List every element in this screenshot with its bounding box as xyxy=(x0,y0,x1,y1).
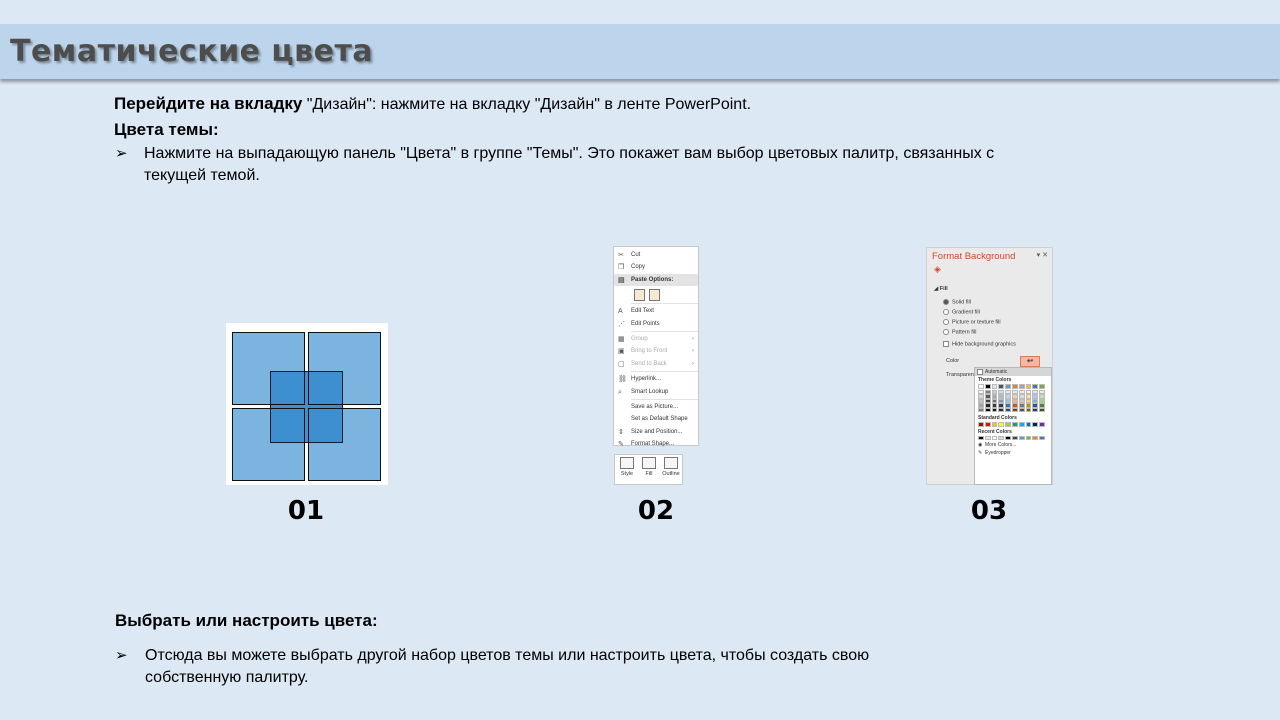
radio-selected-icon xyxy=(943,299,949,305)
shape-outline-tr xyxy=(308,332,381,405)
color-swatch[interactable] xyxy=(1039,422,1045,427)
more-colors-label: More Colors... xyxy=(985,442,1017,448)
eyedropper-icon: ✎ xyxy=(978,450,983,456)
color-swatch[interactable] xyxy=(1026,436,1032,441)
theme-shade-row xyxy=(975,408,1051,413)
menu-item-label: Size and Position... xyxy=(631,428,683,435)
color-swatch[interactable] xyxy=(998,384,1004,389)
color-swatch[interactable] xyxy=(1019,408,1025,413)
color-swatch[interactable] xyxy=(992,436,998,441)
intro-rest: "Дизайн": нажмите на вкладку "Дизайн" в ленте PowerPoint. xyxy=(302,96,752,113)
color-swatch[interactable] xyxy=(992,422,998,427)
shape-outline-br xyxy=(308,408,381,481)
slide-title: Тематические цвета xyxy=(10,34,374,69)
color-wheel-icon: ◉ xyxy=(978,442,983,448)
color-swatch[interactable] xyxy=(1005,422,1011,427)
eyedropper-option[interactable] xyxy=(975,449,1051,457)
transparency-label: Transparen xyxy=(946,372,974,378)
mini-outline-button[interactable] xyxy=(660,457,682,477)
edit-text-icon: A xyxy=(618,308,623,316)
color-swatch[interactable] xyxy=(978,436,984,441)
menu-item-label: Group xyxy=(631,335,648,342)
intro-bold: Перейдите на вкладку xyxy=(114,94,303,113)
picture-fill-option[interactable] xyxy=(943,319,1001,325)
format-background-pane xyxy=(926,247,1053,485)
size-icon: ⇕ xyxy=(618,428,624,436)
color-palette-dropdown xyxy=(974,367,1052,485)
color-swatch[interactable] xyxy=(992,384,998,389)
color-swatch[interactable] xyxy=(1026,384,1032,389)
edit-points-icon: ⋰ xyxy=(618,320,625,328)
automatic-swatch-icon xyxy=(977,369,983,375)
standard-colors-heading: Standard Colors xyxy=(978,415,1017,421)
color-swatch[interactable] xyxy=(978,408,984,413)
more-colors-option[interactable] xyxy=(975,441,1051,449)
color-swatch[interactable] xyxy=(1032,408,1038,413)
menu-item-bring-to-front[interactable] xyxy=(614,345,698,357)
menu-item-edit-text[interactable] xyxy=(614,305,698,317)
menu-item-label: Paste Options: xyxy=(631,276,674,283)
color-swatch[interactable] xyxy=(1012,422,1018,427)
color-swatch[interactable] xyxy=(1005,408,1011,413)
radio-icon xyxy=(943,319,949,325)
submenu-arrow-icon: › xyxy=(692,335,694,342)
fill-section-header[interactable]: ◢ Fill xyxy=(934,286,948,292)
menu-item-paste-options xyxy=(614,274,698,286)
menu-item-label: Save as Picture... xyxy=(631,403,679,410)
option-label: Picture or texture fill xyxy=(952,319,1001,326)
choose-colors-heading: Выбрать или настроить цвета: xyxy=(115,611,378,630)
mini-outline-label: Outline xyxy=(662,471,680,477)
figure-label-03: 03 xyxy=(970,496,1008,526)
bullet-1-text: Нажмите на выпадающую панель "Цвета" в группе "Темы". Это покажет вам выбор цветовых палитр, связанных с текущей темой. xyxy=(144,145,995,184)
recent-colors-heading: Recent Colors xyxy=(978,428,1012,435)
paste-options-row xyxy=(614,286,698,302)
theme-colors-heading: Theme Colors xyxy=(978,377,1012,383)
color-swatch[interactable] xyxy=(985,422,991,427)
fill-bucket-icon xyxy=(642,457,656,469)
radio-icon xyxy=(943,309,949,315)
figure-label-01: 01 xyxy=(287,496,325,526)
option-label: Hide background graphics xyxy=(952,341,1016,348)
color-swatch[interactable] xyxy=(1019,422,1025,427)
radio-icon xyxy=(943,329,949,335)
automatic-color-option[interactable] xyxy=(975,368,1051,376)
pane-controls-icon[interactable]: ▾ ✕ xyxy=(1036,252,1048,259)
color-swatch[interactable] xyxy=(1039,384,1045,389)
fill-bucket-icon[interactable]: ◈ xyxy=(934,264,941,274)
shape-outline-tl xyxy=(232,332,305,405)
standard-colors-row xyxy=(975,422,1051,427)
style-icon xyxy=(620,457,634,469)
menu-separator xyxy=(631,331,698,332)
color-swatch[interactable] xyxy=(985,436,991,441)
hide-background-graphics-checkbox[interactable] xyxy=(943,341,1016,347)
color-label: Color xyxy=(946,358,960,364)
menu-item-edit-points[interactable] xyxy=(614,318,698,330)
pattern-fill-option[interactable] xyxy=(943,329,976,335)
color-swatch[interactable] xyxy=(998,408,1004,413)
menu-item-label: Edit Points xyxy=(631,320,660,327)
menu-item-label: Send to Back xyxy=(631,360,667,367)
color-swatch[interactable] xyxy=(985,384,991,389)
outline-pen-icon xyxy=(664,457,678,469)
menu-item-label: Bring to Front xyxy=(631,348,668,355)
option-label: Gradient fill xyxy=(952,309,980,316)
shapes-figure xyxy=(226,323,388,485)
menu-item-set-default-shape[interactable] xyxy=(614,413,698,425)
color-swatch[interactable] xyxy=(1012,384,1018,389)
color-swatch[interactable] xyxy=(1032,422,1038,427)
bullet-2 xyxy=(115,645,915,689)
color-swatch[interactable] xyxy=(1005,384,1011,389)
scissors-icon: ✂ xyxy=(618,252,624,259)
color-swatch[interactable] xyxy=(978,422,984,427)
mini-toolbar xyxy=(614,454,683,485)
bullet-1 xyxy=(115,143,1065,187)
theme-shades-grid xyxy=(975,390,1051,413)
intro-line xyxy=(114,93,751,116)
color-swatch[interactable] xyxy=(1032,436,1038,441)
recent-colors-row xyxy=(975,436,1051,441)
mini-fill-label: Fill xyxy=(645,471,653,477)
automatic-label: Automatic xyxy=(985,369,1008,375)
color-swatch[interactable] xyxy=(998,422,1004,427)
figure-label-02: 02 xyxy=(637,496,675,526)
color-swatch[interactable] xyxy=(985,408,991,413)
menu-item-group[interactable] xyxy=(614,333,698,345)
solid-fill-option[interactable] xyxy=(943,299,971,305)
color-swatch[interactable] xyxy=(1039,436,1045,441)
color-swatch[interactable] xyxy=(992,408,998,413)
bring-front-icon: ▣ xyxy=(618,348,625,356)
menu-item-label: Set as Default Shape xyxy=(631,416,688,423)
bullet-2-text: Отсюда вы можете выбрать другой набор цветов темы или настроить цвета, чтобы создать свою собственную палитру. xyxy=(145,647,870,686)
bullet-arrow-icon: ➢ xyxy=(115,145,128,162)
color-swatch[interactable] xyxy=(1012,436,1018,441)
menu-separator xyxy=(631,371,698,372)
checkbox-icon xyxy=(943,341,949,347)
menu-item-label: Copy xyxy=(631,264,646,271)
color-swatch[interactable] xyxy=(1032,384,1038,389)
menu-item-size-position[interactable] xyxy=(614,426,698,438)
theme-colors-row xyxy=(975,384,1051,389)
theme-colors-heading: Цвета темы: xyxy=(114,120,219,139)
color-swatch[interactable] xyxy=(1026,408,1032,413)
menu-separator xyxy=(631,303,698,304)
format-icon: ✎ xyxy=(618,441,624,449)
menu-item-label: Cut xyxy=(631,252,641,258)
context-menu xyxy=(613,246,699,449)
eyedropper-label: Eyedropper xyxy=(985,450,1011,456)
submenu-arrow-icon: › xyxy=(692,348,694,355)
color-swatch[interactable] xyxy=(1039,408,1045,413)
menu-item-label: Smart Lookup xyxy=(631,388,669,395)
menu-separator xyxy=(631,399,698,400)
option-label: Pattern fill xyxy=(952,329,977,336)
menu-item-smart-lookup[interactable] xyxy=(614,386,698,398)
format-background-title: Format Background xyxy=(932,251,1016,262)
menu-item-save-as-picture[interactable] xyxy=(614,401,698,413)
mini-style-label: Style xyxy=(620,471,634,477)
shape-outline-bl xyxy=(232,408,305,481)
group-icon: ▦ xyxy=(618,335,625,343)
menu-item-cut[interactable] xyxy=(614,249,698,261)
menu-item-label: Hyperlink... xyxy=(631,376,662,383)
mini-style-button[interactable] xyxy=(616,457,638,477)
search-icon: ⌕ xyxy=(618,388,622,396)
paste-picture-icon[interactable] xyxy=(649,289,660,301)
color-swatch[interactable] xyxy=(1005,436,1011,441)
slide-title-bar xyxy=(0,24,1280,79)
mini-fill-button[interactable] xyxy=(638,457,660,477)
hyperlink-icon: ⛓ xyxy=(618,376,627,384)
bullet-arrow-icon: ➢ xyxy=(115,647,128,664)
menu-item-label: Edit Text xyxy=(631,308,654,315)
menu-item-copy[interactable] xyxy=(614,261,698,273)
color-swatch[interactable] xyxy=(978,384,984,389)
color-swatch[interactable] xyxy=(998,436,1004,441)
paste-keep-formatting-icon[interactable] xyxy=(634,289,645,301)
color-swatch[interactable] xyxy=(1012,408,1018,413)
menu-item-send-to-back[interactable] xyxy=(614,358,698,370)
color-swatch[interactable] xyxy=(1019,436,1025,441)
menu-item-format-shape[interactable] xyxy=(614,438,698,450)
copy-icon: ❐ xyxy=(618,264,625,272)
menu-item-hyperlink[interactable] xyxy=(614,373,698,385)
paste-icon: ▤ xyxy=(618,276,625,284)
color-swatch[interactable] xyxy=(1026,422,1032,427)
submenu-arrow-icon: › xyxy=(692,360,694,367)
color-swatch[interactable] xyxy=(1019,384,1025,389)
gradient-fill-option[interactable] xyxy=(943,309,980,315)
color-picker-button[interactable]: ◈▾ xyxy=(1020,356,1040,367)
menu-item-label: Format Shape... xyxy=(631,441,675,448)
send-back-icon: ▢ xyxy=(618,360,625,368)
option-label: Solid fill xyxy=(952,299,971,306)
